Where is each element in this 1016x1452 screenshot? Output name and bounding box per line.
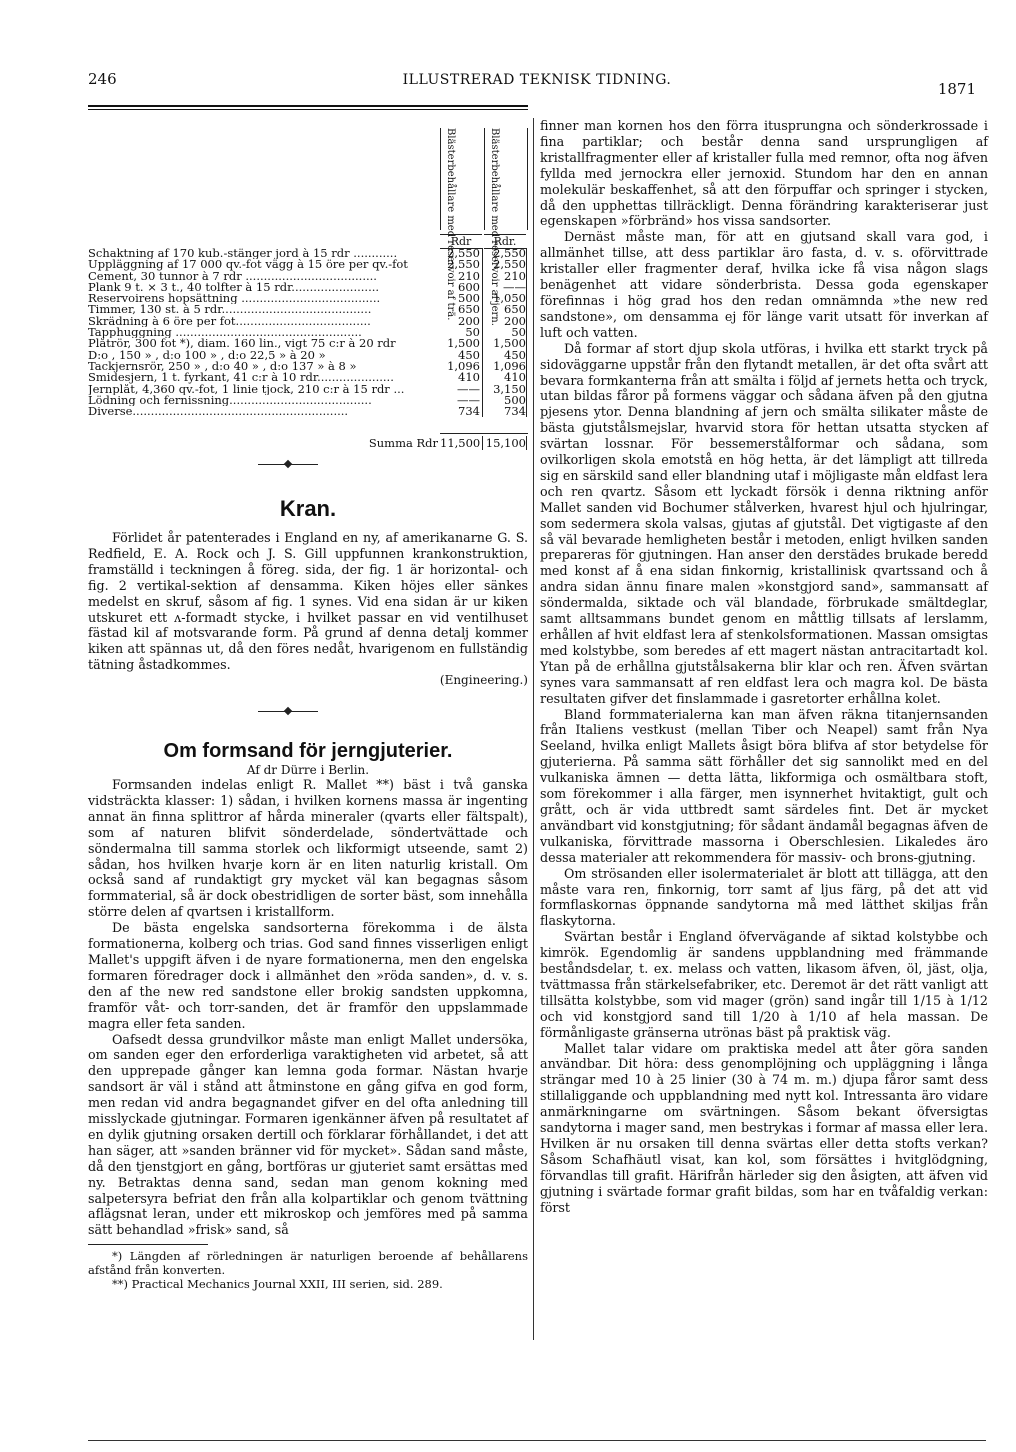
byline: Af dr Dürre i Berlin.	[246, 763, 370, 777]
col-header-tra: Blästerbehållare med reservoir af trä.	[440, 128, 483, 230]
unit-rdr-1: Rdr	[440, 234, 482, 249]
kran-body: Förlidet år patenterades i England en ny, af amerikanarne G. S. Redfield, E. A. Rock och J. S. Gill uppfunnen krankonstruktion, framställd i teckningen å föreg. sida, der fig. 1 är horizontal- och fig. 2 vertikal-sektion af densamma. Kiken höjes eller sänkes medelst en skruf, såsom af fig. 1 synes. Vid ena sidan är ur kiken utskuret ett ʌ-formadt stycke, i hvilket passar en vid ventilhuset fästad kil af motsvarande form. På grund af denna detalj kommer kiken att spännas ut, då den föres nedåt, hvarigenom en fullständig tätning åstadkommes.	[88, 530, 528, 673]
page-number: 246	[88, 70, 117, 88]
section-ornament	[258, 707, 318, 715]
kran-source: (Engineering.)	[439, 673, 528, 688]
table-row: Cement, 30 tunnor à 7 rdr .................................... 210 210	[88, 268, 526, 283]
table-row: Jernplåt, 4,360 qv.-fot, 1 linie tjock, 210 c:r à 15 rdr ... —— 3,150	[88, 381, 526, 396]
footnote-1: *) Längden af rörledningen är naturligen beroende af behållarens afstånd från konverten.	[88, 1249, 528, 1278]
table-row: Schaktning af 170 kub.-stänger jord à 15 rdr ............ 2,550 2,550	[88, 246, 526, 260]
kran-title: Kran.	[279, 496, 337, 521]
footnote-rule	[88, 1244, 208, 1245]
formsand-left-body: Formsanden indelas enligt R. Mallet **) bäst i två ganska vidsträckta klasser: 1) sådan, i hvilken kornens massa är ingenting annat än finna splittror af hårda mineraler (qvarts eller fältspalt), som af naturen blifvit sönderdelade, söndertvättade och söndermalna till samma storlek och likformigt utseende, samt 2) sådan, hos hvilken hvarje korn är en liten naturlig kristall. Om också sand af rundaktigt gry mycket väl kan begagnas såsom formmaterial, så är dock obestridligen de sorter bäst, som innehålla större delen af qvartsen i kristallform. De bästa engelska sandsorterna förekomma i de älsta formationerna, kolberg och trias. God sand finnes visserligen enligt Mallet's uppgift äfven i de nyare formationerna, men den engelska formaren föredrager dock i allmänhet den »röda sanden», d. v. s. den af the new red sandstone eller brokig sandsten uppkomna, framför våt- och torr-sanden, det är framför den uppslammade magra eller feta sanden. Oafsedt dessa grundvilkor måste man enligt Mallet undersöka, om sanden eger den erforderliga varaktigheten vid arbetet, så att den upprepade gånger kan lemna goda formar. Nästan hvarje sandsort är väl i stånd att åtminstone en gång gifva en god form, men redan vid andra begagnandet gifver en del ofta anledning till misslyckade gjutningar. Formaren igenkänner äfven på resultatet af en dylik gjutning orsaken dertill och förklarar förhållandet, i det att han säger, att »sanden bränner vid för mycket». Sådan sand måste, då den tjenstgjort en gång, bortföras ur gjuteriet samt ersättas med ny. Betraktas denna sand, sedan man genom kokning med salpetersyra befriat den från alla kolpartiklar och genom tvättning aflägsnat leran, under ett mikroskop och jemföres med på samma sätt behandlad »frisk» sand, så	[88, 777, 528, 1238]
table-row: Tapphuggning ................................................... 50 50	[88, 325, 526, 340]
year: 1871	[937, 80, 976, 98]
right-column	[540, 118, 988, 1216]
header-rule	[88, 105, 528, 107]
table-row: Timmer, 130 st. à 5 rdr......................................... 650 650	[88, 302, 526, 317]
table-row: Plåtrör, 300 fot *), diam. 160 lin., vigt 75 c:r à 20 rdr 1,500 1,500	[88, 336, 526, 351]
column-divider	[533, 118, 534, 1340]
table-row: Diverse........................................................... 734 734	[88, 404, 526, 419]
section-ornament	[258, 460, 318, 468]
summa-row: Summa Rdr 11,500 15,100	[368, 436, 526, 450]
footnote-2: **) Practical Mechanics Journal XXII, III serien, sid. 289.	[112, 1277, 443, 1292]
kran-article	[88, 496, 528, 687]
journal-title: ILLUSTRERAD TEKNISK TIDNING.	[402, 72, 672, 88]
header-rule-thin	[88, 109, 528, 110]
formsand-title: Om formsand för jerngjuterier.	[163, 740, 453, 762]
formsand-right-body: finner man kornen hos den förra itusprungna och sönderkrossade i fina partiklar; och består denna sand ursprungligen af kristallfragmenter eller af kristaller fulla med remnor, ofta nog äfven fyllda med jernockra eller jernoxid. Stundom har den en annan molekulär beskaffenhet, så att den förpuffar och springer i stycken, då den upphettas tillräckligt. Denna förändring karakteriserar just egenskapen »förbränd» hos vissa sandsorter. Dernäst måste man, för att en gjutsand skall vara god, i allmänhet tillse, att dess partiklar äro fasta, d. v. s. oförvittrade kristaller eller fragmenter deraf, hvilka icke få visa någon slags benägenhet att vidare sönderbrista. Dessa goda egenskaper förefinnas i hög grad hos den redan omnämnda »the new red sandstone», om densamma ej för länge varit utsatt för inverkan af luft och vatten. Då formar af stort djup skola utföras, i hvilka ett starkt tryck på sidoväggarne uppstår från den flytandt metallen, är det ofta svårt att bevara formkanterna från att smälta i följd af jernets hetta och tryck, utan bildas fåror på formens väggar och sådana äfven på den gjutna pjesens ytor. Denna blandning af jern och smälta silikater måste de bästa gjutstålsmejslar, hvarvid stora för hettan utsatta stycken af svärtan lossnar. För bessemerstålformar och sådana, som ovilkorligen skola emotstå en hög hetta, är det lämpligt att tillreda sig en särskild sand eller blandning utaf i möjligaste mån eldfast lera och ren qvartz. Såsom ett lyckadt försök i denna riktning anför Mallet sanden vid Bochumer stålverken, hvarest hjul och hjulringar, som sedermera skola valsas, gjutas af gjutstål. Det vigtigaste af den så väl bevarade hemligheten består i metoden, enligt hvilken sanden prepareras för gjutningen. Han anser den derstädes brukade beredd med konst af å ena sidan finkornig, kristallinisk qvartssand och å andra sidan ännu finare malen »konstgjord sand», sammansatt af söndermalda, siktade och väl blandade, förbrukade smältdeglar, samt alltsammans bundet genom en måttlig tillsats af lerslamm, erhållen af hvit eldfast lera af stenkolsformationen. Massan omsigtas med kolstybbe, som beredes af ett magert nästan antracitartadt kol. Ytan på de erhållna gjutstålsakerna blir klar och ren. Äfven svärtan synes vara sammansatt af ren eldfast lera och magra kol. De bästa resultaten gifver det finslammade i gasretorter erhållna kolet. Bland formmaterialerna kan man äfven räkna titanjernsanden från Italiens vestkust (mellan Tiber och Neapel) samt från Nya Seeland, hvilka enligt Mallets åsigt böra blifva af stor betydelse för gjuterierna. På samma sätt förhåller det sig sannolikt med en del vulkaniska ämnen — detta lätta, likformiga och osmältbara stoft, som förekommer i alla färger, men isynnerhet hvitaktigt, gult och grått, och är vida uttbredt samt särdeles fint. Det är mycket användbart vid konstgjutning; för sådant ändamål begagnas äfven de vulkaniska, förvittrade massorna i Oberschlesien. Likaledes äro dessa materialer att rekommendera för massiv- och brons-gjutning. Om strösanden eller isolermaterialet är blott att tillägga, att den måste vara ren, finkornig, torr samt af ljus färg, på det att vid formflaskornas öppnande sandytorna må med lätthet skiljas från flaskytorna. Svärtan består i England öfvervägande af siktad kolstybbe och kimrök. Egendomlig är sandens uppblandning med främmande beståndsdelar, t. ex. melass och vatten, likasom äfven, öl, jäst, olja, tvättmassa från stärkelsefabriker, etc. Deremot är det rätt vanligt att tillsätta kolstybbe, som vid mager (grön) sand ingår till 1/15 à 1/12 och vid konstgjord sand till 1/20 à 1/10 af hela massan. De förmånligaste gränserna utrönas bäst på praktisk väg. Mallet talar vidare om praktiska medel att åter göra sanden användbar. Dit höra: dess genomplöjning och uppläggning i långa strängar med 10 à 25 linier (30 à 74 m. m.) djupa fåror samt dess stillaliggande och uppblandning med nytt kol. Intressanta äro vidare anmärkningarne om svärtningen. Såsom bekant öfversigtas sandytorna i mager sand, men bestrykas i formar af massa eller lera. Hvilken är nu orsaken till denna svärtas eller detta stofts verkan? Såsom Schafhäutl visat, kan kol, som försättes i hvitglödgning, förvandlas till grafit. Härifrån härleder sig den åsigten, att äfven vid gjutning i svärtade formar grafit bildas, som har en tvåfaldig verkan: först	[540, 118, 988, 1215]
cost-table-rows	[88, 248, 528, 417]
table-row: D:o , 150 » , d:o 100 » , d:o 22,5 » à 20 » 450 450	[88, 347, 526, 362]
sum-rule	[440, 433, 528, 434]
running-header	[88, 70, 986, 98]
table-row: Plank 9 t. × 3 t., 40 tolfter à 15 rdr........................ 600 ——	[88, 279, 526, 294]
bottom-rule	[88, 1440, 986, 1441]
table-row: Lödning och fernissning....................................... —— 500	[88, 392, 526, 407]
table-row: Skrädning à 6 öre per fot..................................... 200 200	[88, 313, 526, 328]
formsand-article	[88, 740, 528, 1291]
col-header-jern: Blästerbehållare med reservoir af jern.	[484, 128, 528, 230]
table-row: Reservoirens hopsättning ...................................... 500 1,050	[88, 291, 526, 306]
table-row: Smidesjern, 1 t. fyrkant, 41 c:r à 10 rdr..................... 410 410	[88, 370, 526, 385]
unit-rdr-2: Rdr.	[484, 234, 526, 249]
table-row: Tackjernsrör, 250 » , d:o 40 » , d:o 137 » à 8 » 1,096 1,096	[88, 358, 526, 373]
table-row: Uppläggning af 17 000 qv.-fot vägg à 15 öre per qv.-fot 2,550 2,550	[88, 257, 526, 272]
